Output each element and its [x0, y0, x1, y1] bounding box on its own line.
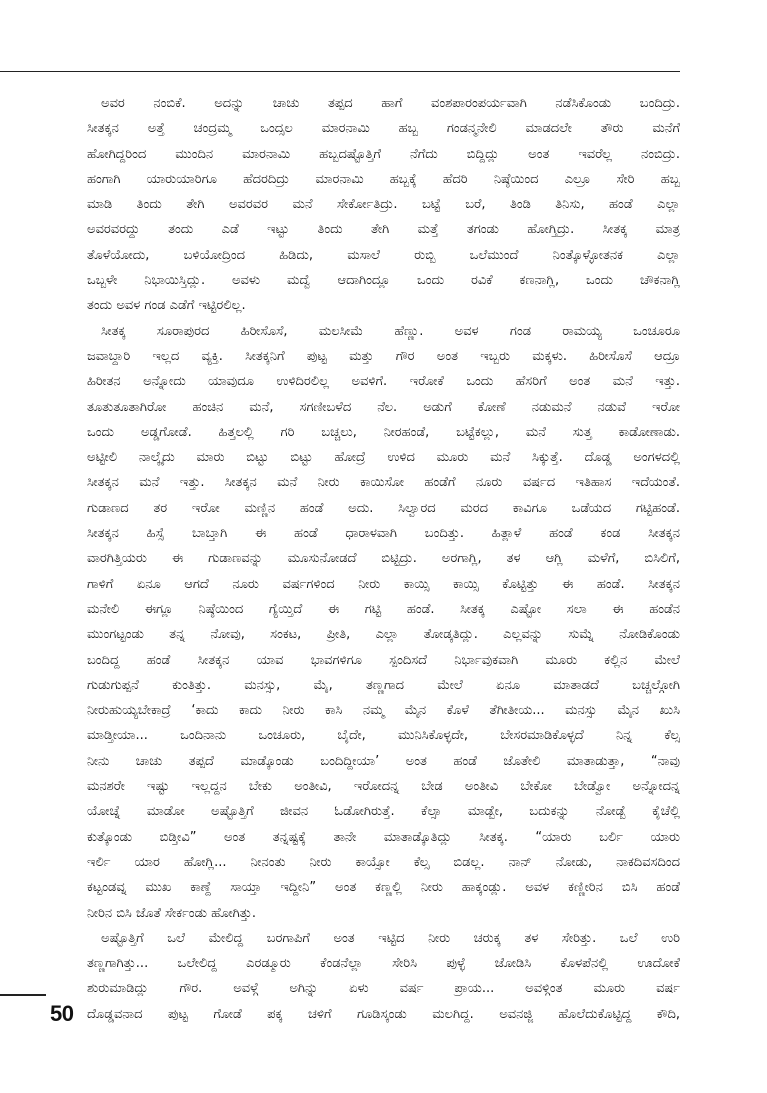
- text-line: ಒಂದು ಅಡ್ಡಗೋಡೆ. ಹಿತ್ತಲಲ್ಲಿ ಗರಿ ಬಚ್ಚಲು, ನೀರಹಂಡೆ, ಬಟ್ಟೆಕಲ್ಲು, ಮನೆ ಸುತ್ತ ಕಾಡೋಣಾಡು.: [87, 424, 680, 440]
- page-body: [87, 91, 680, 1027]
- footer-rule: [0, 994, 46, 996]
- text-line: ತೊಳೆಯೋದು, ಬಳಿಯೋದ್ರಿಂದ ಹಿಡಿದು, ಮಸಾಲೆ ರುಬ್ಬಿ ಒಲೆಮುಂದೆ ನಿಂತ್ಕೊಳ್ಳೋತನಕ ಎಲ್ಲಾ: [87, 247, 680, 263]
- text-line: ಅವರವರದ್ದು ತಂದು ಎಡೆ ಇಟ್ಟು ತಿಂದು ತೇಗಿ ಮತ್ತೆ ತಗಂಡು ಹೋಗ್ತಿದ್ರು. ಸೀತಕ್ಕ ಮಾತ್ರ: [87, 222, 680, 238]
- text-line: ಹಿರೀತನ ಅನ್ನೋದು ಯಾವುದೂ ಉಳಿದಿರಲಿಲ್ಲ ಅವಳಿಗೆ. ಇರೋಕೆ ಒಂದು ಹೆಸರಿಗೆ ಅಂತ ಮನೆ ಇತ್ತು.: [87, 374, 680, 390]
- text-line: ಅವರ ನಂಬಿಕೆ. ಅದನ್ನು ಚಾಚು ತಪ್ಪದ ಹಾಗೆ ವಂಶಪಾರಂಪರ್ಯವಾಗಿ ನಡೆಸಿಕೊಂಡು ಬಂದಿದ್ರು.: [101, 96, 680, 111]
- page-number: 50: [50, 1001, 74, 1026]
- text-line: ತೂತುತೂತಾಗಿರೋ ಹಂಚಿನ ಮನೆ, ಸಗಣೀಬಳೆದ ನೆಲ. ಅಡುಗೆ ಕೋಣೆ ನಡುಮನೆ ನಡುವೆ ಇರೋ: [87, 399, 680, 415]
- text-line: ಯೋಚ್ನೆ ಮಾಡೋ ಅಷ್ಟೊತ್ತಿಗೆ ಜೀವನ ಓಡೋಗಿರುತ್ತೆ. ಕೆಲ್ಸಾ ಮಾಡ್ಬೇ, ಬದುಕನ್ನು ನೋಡ್ಬೆ ಕೈಚೆಲ್ಲಿ: [87, 804, 680, 820]
- text-line: ಮನಶರೇ ಇಷ್ಟು ಇಲ್ಲದ್ದನ ಬೇಕು ಅಂತೀವಿ, ಇರೋದನ್ನ ಬೇಡ ಅಂತೀವಿ ಬೇಕೋ ಬೇಡ್ವೋ ಅನ್ನೋದನ್ನ: [87, 779, 680, 795]
- text-line: ಅಟ್ಟೀಲಿ ನಾಲ್ಕೈದು ಮಾರು ಬಿಟ್ಟು ಬಿಟ್ಟು ಹೋದ್ರೆ ಉಳಿದ ಮೂರು ಮನೆ ಸಿಕ್ಕುತ್ತೆ. ದೊಡ್ಡ ಅಂಗಳದಲ್ಲಿ: [87, 450, 680, 466]
- text-line: ಮನೇಲಿ ಈಗ್ಲೂ ನಿಷ್ಠೆಯಿಂದ ಗ್ಯೆಯ್ತಿದೆ ಈ ಗಟ್ಟಿ ಹಂಡೆ. ಸೀತಕ್ಕ ಎಷ್ಟೋ ಸಲಾ ಈ ಹಂಡೆನ: [87, 601, 680, 617]
- text-line: ಒಬ್ಬಳೇ ನಿಭಾಯಿಸ್ತಿದ್ಲು. ಅವಳು ಮದ್ವೆ ಆದಾಗಿಂದ್ಲೂ ಒಂದು ರವಿಕೆ ಕಣನಾಗ್ಲಿ, ಒಂದು ಚೌಕನಾಗ್ಲಿ: [87, 273, 680, 289]
- text-line: ಶುರುಮಾಡಿದ್ಲು ಗೌರ. ಅವಳ್ಗೆ ಅಗಿನ್ನು ಏಳು ವರ್ಷ ಪ್ರಾಯ... ಅವಳ್ಗಿಂತ ಮೂರು ವರ್ಷ: [87, 981, 680, 997]
- text-line: ಕಟ್ಟಂಡವ್ನ ಮುಖ ಕಾಣ್ದೆ ಸಾಯ್ತಾ ಇದ್ದೀನಿ” ಅಂತ ಕಣ್ಣಲ್ಲಿ ನೀರು ಹಾಕ್ಕಂಡ್ಲು. ಅವಳ ಕಣ್ಣೀರಿನ ಬಿಸಿ ಹಂಡೆ: [87, 880, 680, 896]
- text-line: ಸೀತಕ್ಕನ ಅತ್ತೆ ಚಂದ್ರಮ್ಮ ಒಂದ್ಸಲ ಮಾರನಾಮಿ ಹಬ್ಬ ಗಂಡನ್ಮನೇಲಿ ಮಾಡದಲೇ ತೌರು ಮನೆಗೆ: [87, 121, 680, 137]
- text-line: ಸೀತಕ್ಕನ ಮನೆ ಇತ್ತು. ಸೀತಕ್ಕನ ಮನೆ ನೀರು ಕಾಯಿಸೋ ಹಂಡೆಗೆ ನೂರು ವರ್ಷದ ಇತಿಹಾಸ ಇದೆಯಂತೆ.: [87, 475, 680, 491]
- text-line: ತಂದು ಅವಳ ಗಂಡ ಎಡೆಗೆ ಇಟ್ಟಿರಲಿಲ್ಲ.: [87, 298, 246, 314]
- text-line: ಕುತ್ಕೊಂಡು ಬಿಡ್ತೀವಿ” ಅಂತ ತನ್ನಷ್ಟಕ್ಕೆ ತಾನೇ ಮಾತಾಡ್ಕೊತಿದ್ಲು ಸೀತಕ್ಕ. “ಯಾರು ಬರ್ಲಿ ಯಾರು: [87, 829, 680, 845]
- text-line: ಬಂದಿದ್ದ ಹಂಡೆ ಸೀತಕ್ಕನ ಯಾವ ಭಾವಗಳಿಗೂ ಸ್ಪಂದಿಸದೆ ನಿರ್ಭಾವುಕವಾಗಿ ಮೂರು ಕಲ್ಲಿನ ಮೇಲೆ: [87, 652, 680, 668]
- text-line: ಮಾಡಿ ತಿಂದು ತೇಗಿ ಅವರವರ ಮನೆ ಸೇರ್ಕೋತಿದ್ರು. ಬಟ್ಟೆ ಬರೆ, ತಿಂಡಿ ತಿನಿಸು, ಹಂಡೆ ಎಲ್ಲಾ: [87, 197, 680, 213]
- text-line: ಗುಡಾಣದ ತರ ಇರೋ ಮಣ್ಣಿನ ಹಂಡೆ ಅದು. ಸಿಲ್ವಾರದ ಮರದ ಕಾವಿಗೂ ಒಡೆಯದ ಗಟ್ಟಿಹಂಡೆ.: [87, 500, 680, 516]
- text-line: ಗುಡುಗುಪ್ಪನೆ ಕುಂತಿತ್ತು. ಮನಸ್ಸು, ಮೈ, ತಣ್ಣಗಾದ ಮೇಲೆ ಏನೂ ಮಾತಾಡದೆ ಬಚ್ಚಲ್ಗೋಗಿ: [87, 677, 680, 693]
- text-line: ನೀರಿನ ಬಿಸಿ ಜೊತೆ ಸೇರ್ಕಂಡು ಹೋಗಿತ್ತು.: [87, 905, 257, 921]
- paragraph: [87, 319, 680, 926]
- text-line: ತಣ್ಣಗಾಗಿತ್ತು... ಒಲೇಲಿದ್ದ ಎರಡ್ಮೂರು ಕೆಂಡನೆಲ್ಲಾ ಸೇರಿಸಿ ಪುಳ್ಳೆ ಜೋಡಿಸಿ ಕೊಳಪೆನಲ್ಲಿ ಊದೋಕೆ: [87, 956, 680, 972]
- text-line: ಮುಂಗಟ್ಟಂಡು ತನ್ನ ನೋವು, ಸಂಕಟ, ಪ್ರೀತಿ, ಎಲ್ಲಾ ತೋಡ್ಕತಿದ್ಲು. ಎಲ್ಲವನ್ನು ಸುಮ್ನೆ ನೋಡಿಕೊಂಡು: [87, 627, 680, 643]
- paragraph: [87, 926, 680, 1027]
- text-line: ಗಾಳಿಗೆ ಏನೂ ಆಗದೆ ನೂರು ವರ್ಷಗಳಿಂದ ನೀರು ಕಾಯ್ಸಿ ಕಾಯ್ಸಿ ಕೊಟ್ಟಿತ್ತು ಈ ಹಂಡೆ. ಸೀತಕ್ಕನ: [87, 576, 680, 592]
- text-line: ಹಂಗಾಗಿ ಯಾರುಯಾರಿಗೂ ಹೆದರದಿದ್ರು ಮಾರನಾಮಿ ಹಬ್ಬಕ್ಕೆ ಹೆದರಿ ನಿಷ್ಠೆಯಿಂದ ಎಲ್ರೂ ಸೇರಿ ಹಬ್ಬ: [87, 171, 680, 187]
- header-rule: [0, 71, 680, 72]
- text-line: ನೀರುಹುಯ್ಯಬೇಕಾದ್ರೆ ‘ಕಾದು ಕಾದು ನೀರು ಕಾಸಿ ನಮ್ಮ ಮೈನ ಕೊಳೆ ತೆಗೀತೀಯ... ಮನಸ್ಸು ಮೈನ ಖುಸಿ: [87, 703, 680, 719]
- text-line: ಸೀತಕ್ಕನ ಹಿಸ್ಸೆ ಬಾಬ್ತಾಗಿ ಈ ಹಂಡೆ ಧಾರಾಳವಾಗಿ ಬಂದಿತ್ತು. ಹಿತ್ಲಾಳೆ ಹಂಡೆ ಕಂಡ ಸೀತಕ್ಕನ: [87, 526, 680, 542]
- paragraph: [87, 91, 680, 319]
- text-line: ಅಷ್ಟೊತ್ತಿಗೆ ಒಲೆ ಮೇಲಿದ್ದ ಬರಗಾಪಿಗೆ ಅಂತ ಇಟ್ಟಿದ ನೀರು ಚರುಕ್ಕ ತಳ ಸೇರಿತ್ತು. ಒಲೆ ಉರಿ: [101, 930, 680, 946]
- text-line: ದೊಡ್ಡವನಾದ ಪುಟ್ಟ ಗೋಡೆ ಪಕ್ಕ ಚಳಿಗೆ ಗೂಡಿಸ್ಕಂಡು ಮಲಗಿದ್ದ. ಅವನಜ್ಜಿ ಹೊಲೆದುಕೊಟ್ಟಿದ್ದ ಕೌದಿ,: [87, 1006, 680, 1022]
- text-line: ಜವಾಬ್ದಾರಿ ಇಲ್ಲದ ವ್ಯಕ್ತಿ. ಸೀತಕ್ಕನಿಗೆ ಪುಟ್ಟ ಮತ್ತು ಗೌರ ಅಂತ ಇಬ್ಬರು ಮಕ್ಕಳು. ಹಿರೀಸೊಸೆ ಆದ್ರೂ: [87, 348, 680, 364]
- text-line: ಇರ್ಲಿ ಯಾರ ಹೋಗ್ಲಿ... ನೀನಂತು ನೀರು ಕಾಯ್ಸೋ ಕೆಲ್ಸ ಬಿಡಲ್ಲ. ನಾನ್ ನೋಡು, ನಾಕದಿವಸದಿಂದ: [87, 854, 680, 870]
- text-line: ಸೀತಕ್ಕ ಸೂರಾಪುರದ ಹಿರೀಸೊಸೆ, ಮಲಸೀಮೆ ಹೆಣ್ಣು. ಅವಳ ಗಂಡ ರಾಮಯ್ಯ ಒಂಚೂರೂ: [101, 323, 680, 339]
- text-line: ವಾರಗಿತ್ತಿಯರು ಈ ಗುಡಾಣವನ್ನು ಮೂಸುನೋಡದೆ ಬಿಟ್ಟಿದ್ರು. ಅರಗಾಗ್ಲಿ, ತಳ ಆಗ್ಲಿ ಮಳೆಗೆ, ಬಿಸಿಲಿಗೆ,: [87, 551, 680, 567]
- text-line: ಮಾಡ್ತೀಯಾ... ಒಂದಿನಾನು ಒಂಚೂರು, ಬೈದೇ, ಮುನಿಸಿಕೊಳ್ಳದೇ, ಬೇಸರಮಾಡಿಕೊಳ್ಳದೆ ನಿನ್ನ ಕೆಲ್ಸ: [87, 728, 680, 744]
- text-line: ನೀನು ಚಾಚು ತಪ್ಪದೆ ಮಾಡ್ಕೊಂಡು ಬಂದಿದ್ದೀಯಾ’ ಅಂತ ಹಂಡೆ ಜೊತೇಲಿ ಮಾತಾಡುತ್ತಾ, “ನಾವು: [87, 753, 680, 769]
- text-line: ಹೋಗಿದ್ದರಿಂದ ಮುಂದಿನ ಮಾರನಾಮಿ ಹಬ್ಬದಷ್ಟೊತ್ತಿಗೆ ನೆಗೆದು ಬಿದ್ದಿದ್ಲು ಅಂತ ಇವರೆಲ್ಲ ನಂಬಿದ್ರು.: [87, 146, 680, 162]
